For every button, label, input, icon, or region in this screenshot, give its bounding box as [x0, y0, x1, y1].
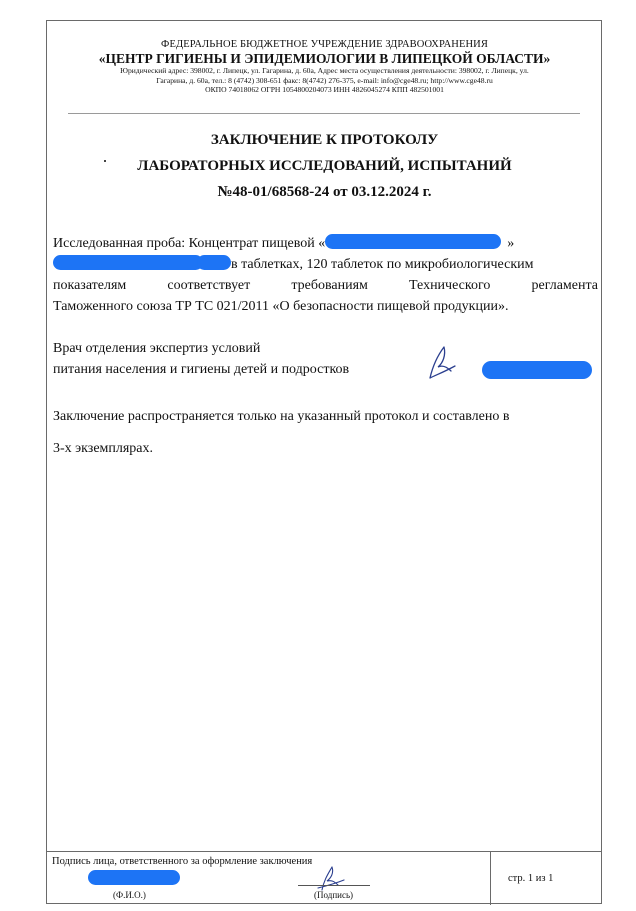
organization-header — [52, 38, 597, 95]
footer-signature-icon — [314, 866, 346, 892]
sample-conclusion — [53, 233, 598, 317]
document-title — [52, 127, 597, 205]
redaction-mark — [88, 870, 180, 885]
doctor-title-line-1: Врач отделения экспертиз условий — [53, 341, 261, 356]
sample-line-2 — [53, 254, 598, 275]
title-line-3: №48-01/68568-24 от 03.12.2024 г. — [217, 184, 432, 200]
page-number: стр. 1 из 1 — [508, 873, 554, 884]
sample-line-1-quote: » — [507, 236, 515, 251]
title-line-1: ЗАКЛЮЧЕНИЕ К ПРОТОКОЛУ — [210, 132, 439, 148]
sample-line-1-text: Исследованная проба: Концентрат пищевой « — [53, 236, 326, 251]
footer-fio-caption: (Ф.И.О.) — [113, 890, 146, 900]
org-name-line: «ЦЕНТР ГИГИЕНЫ И ЭПИДЕМИОЛОГИИ В ЛИПЕЦКОЙ ОБЛАСТИ» — [98, 51, 551, 66]
doctor-title-line-2: питания населения и гигиены детей и подростков — [53, 362, 350, 377]
redaction-mark — [482, 361, 592, 379]
footer-block — [46, 851, 602, 905]
sample-line-4: Таможенного союза ТР ТС 021/2011 «О безопасности пищевой продукции». — [53, 299, 509, 314]
title-line-2: ЛАБОРАТОРНЫХ ИССЛЕДОВАНИЙ, ИСПЫТАНИЙ — [137, 158, 512, 174]
redaction-mark — [197, 255, 231, 270]
header-divider — [68, 113, 580, 114]
note-line-1: Заключение распространяется только на указанный протокол и составлено в — [53, 409, 510, 424]
note-line-2: 3-х экземплярах. — [53, 441, 154, 456]
org-type-line: ФЕДЕРАЛЬНОЕ БЮДЖЕТНОЕ УЧРЕЖДЕНИЕ ЗДРАВООХРАНЕНИЯ — [161, 39, 488, 50]
validity-note — [53, 406, 598, 459]
redaction-mark — [325, 234, 501, 249]
org-registry-line: ОКПО 74018062 ОГРН 1054800204073 ИНН 4826045274 КПП 482501001 — [205, 85, 444, 95]
org-address-line: Юридический адрес: 398002, г. Липецк, ул. Гагарина, д. 60а, Адрес места осуществления деятельности: 398002, г. Липецк, ул. — [120, 66, 529, 75]
footer-column-divider — [490, 852, 491, 905]
sample-line-3: показателям соответствует требованиям Технического регламента — [53, 278, 598, 293]
footer-signature-line — [298, 885, 370, 886]
footer-signature-caption: (Подпись) — [314, 890, 354, 900]
sample-line-1 — [53, 233, 598, 254]
org-contacts-line: Гагарина, д. 60а, тел.: 8 (4742) 308-651 факс: 8(4742) 276-375, e-mail: info@cge48.ru; http://www.cge48.ru — [156, 75, 493, 85]
doctor-signature-icon — [424, 345, 458, 381]
footer-responsible-label: Подпись лица, ответственного за оформление заключения — [52, 856, 313, 867]
sample-line-2-text: в таблетках, 120 таблеток по микробиологическим — [231, 257, 534, 272]
scan-speck — [104, 160, 106, 162]
redaction-mark — [53, 255, 203, 270]
